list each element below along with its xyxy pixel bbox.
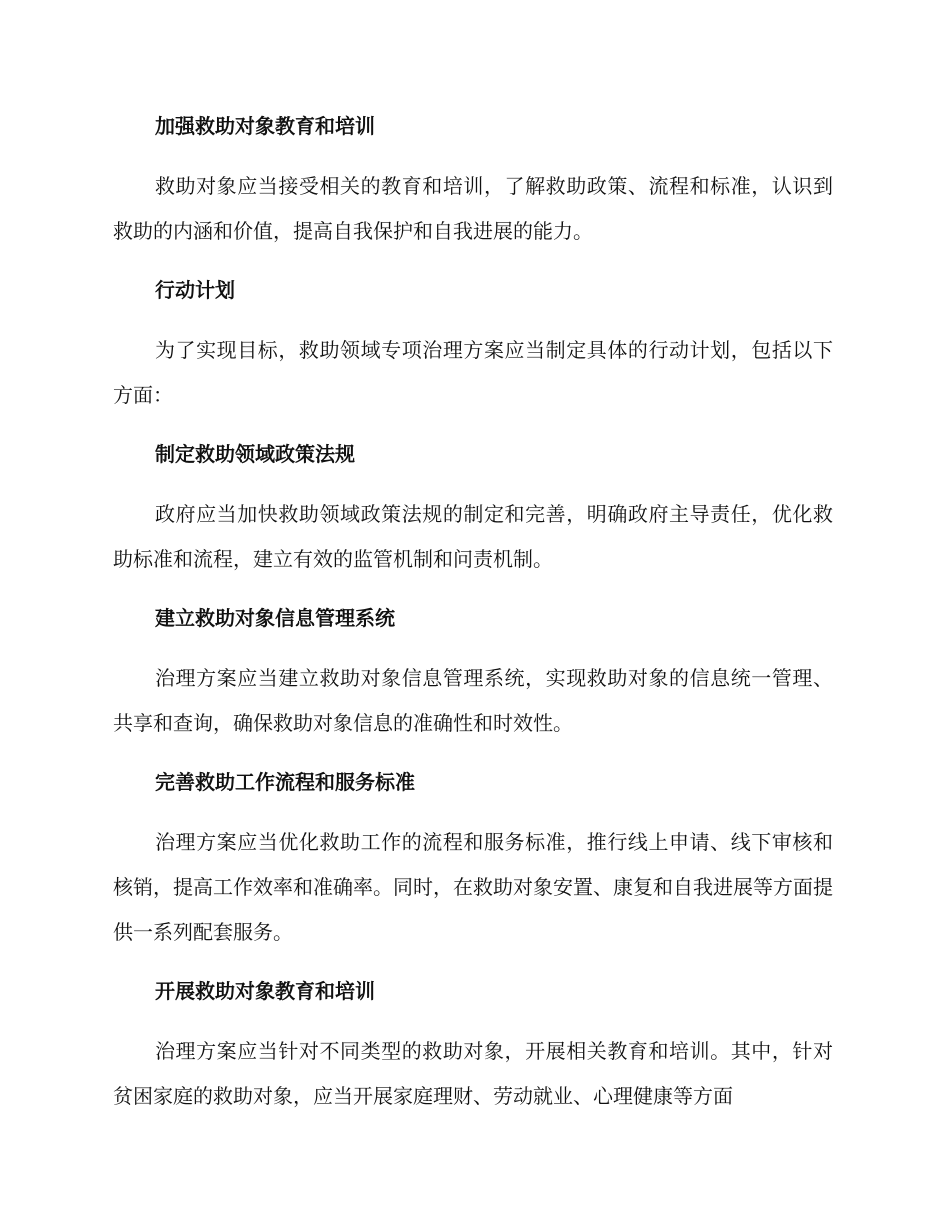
section-heading: 建立救助对象信息管理系统	[155, 606, 395, 630]
section-heading: 行动计划	[155, 278, 235, 302]
section-heading: 完善救助工作流程和服务标准	[155, 770, 415, 794]
section-paragraph: 治理方案应当建立救助对象信息管理系统，实现救助对象的信息统一管理、共享和查询，确保救助对象信息的准确性和时效性。	[113, 666, 833, 735]
section-paragraph: 救助对象应当接受相关的教育和培训，了解救助政策、流程和标准，认识到救助的内涵和价值，提高自我保护和自我进展的能力。	[113, 174, 833, 243]
section-heading: 加强救助对象教育和培训	[155, 114, 375, 138]
section-paragraph: 治理方案应当针对不同类型的救助对象，开展相关教育和培训。其中，针对贫困家庭的救助对象，应当开展家庭理财、劳动就业、心理健康等方面	[113, 1039, 833, 1108]
section-heading: 制定救助领域政策法规	[155, 442, 355, 466]
section-paragraph: 治理方案应当优化救助工作的流程和服务标准，推行线上申请、线下审核和核销，提高工作效率和准确率。同时，在救助对象安置、康复和自我进展等方面提供一系列配套服务。	[113, 830, 833, 944]
section-heading: 开展救助对象教育和培训	[155, 979, 375, 1003]
section-paragraph: 政府应当加快救助领域政策法规的制定和完善，明确政府主导责任，优化救助标准和流程，建立有效的监管机制和问责机制。	[113, 502, 833, 571]
document-body	[113, 110, 833, 1119]
section-paragraph: 为了实现目标，救助领域专项治理方案应当制定具体的行动计划，包括以下方面：	[113, 338, 833, 407]
